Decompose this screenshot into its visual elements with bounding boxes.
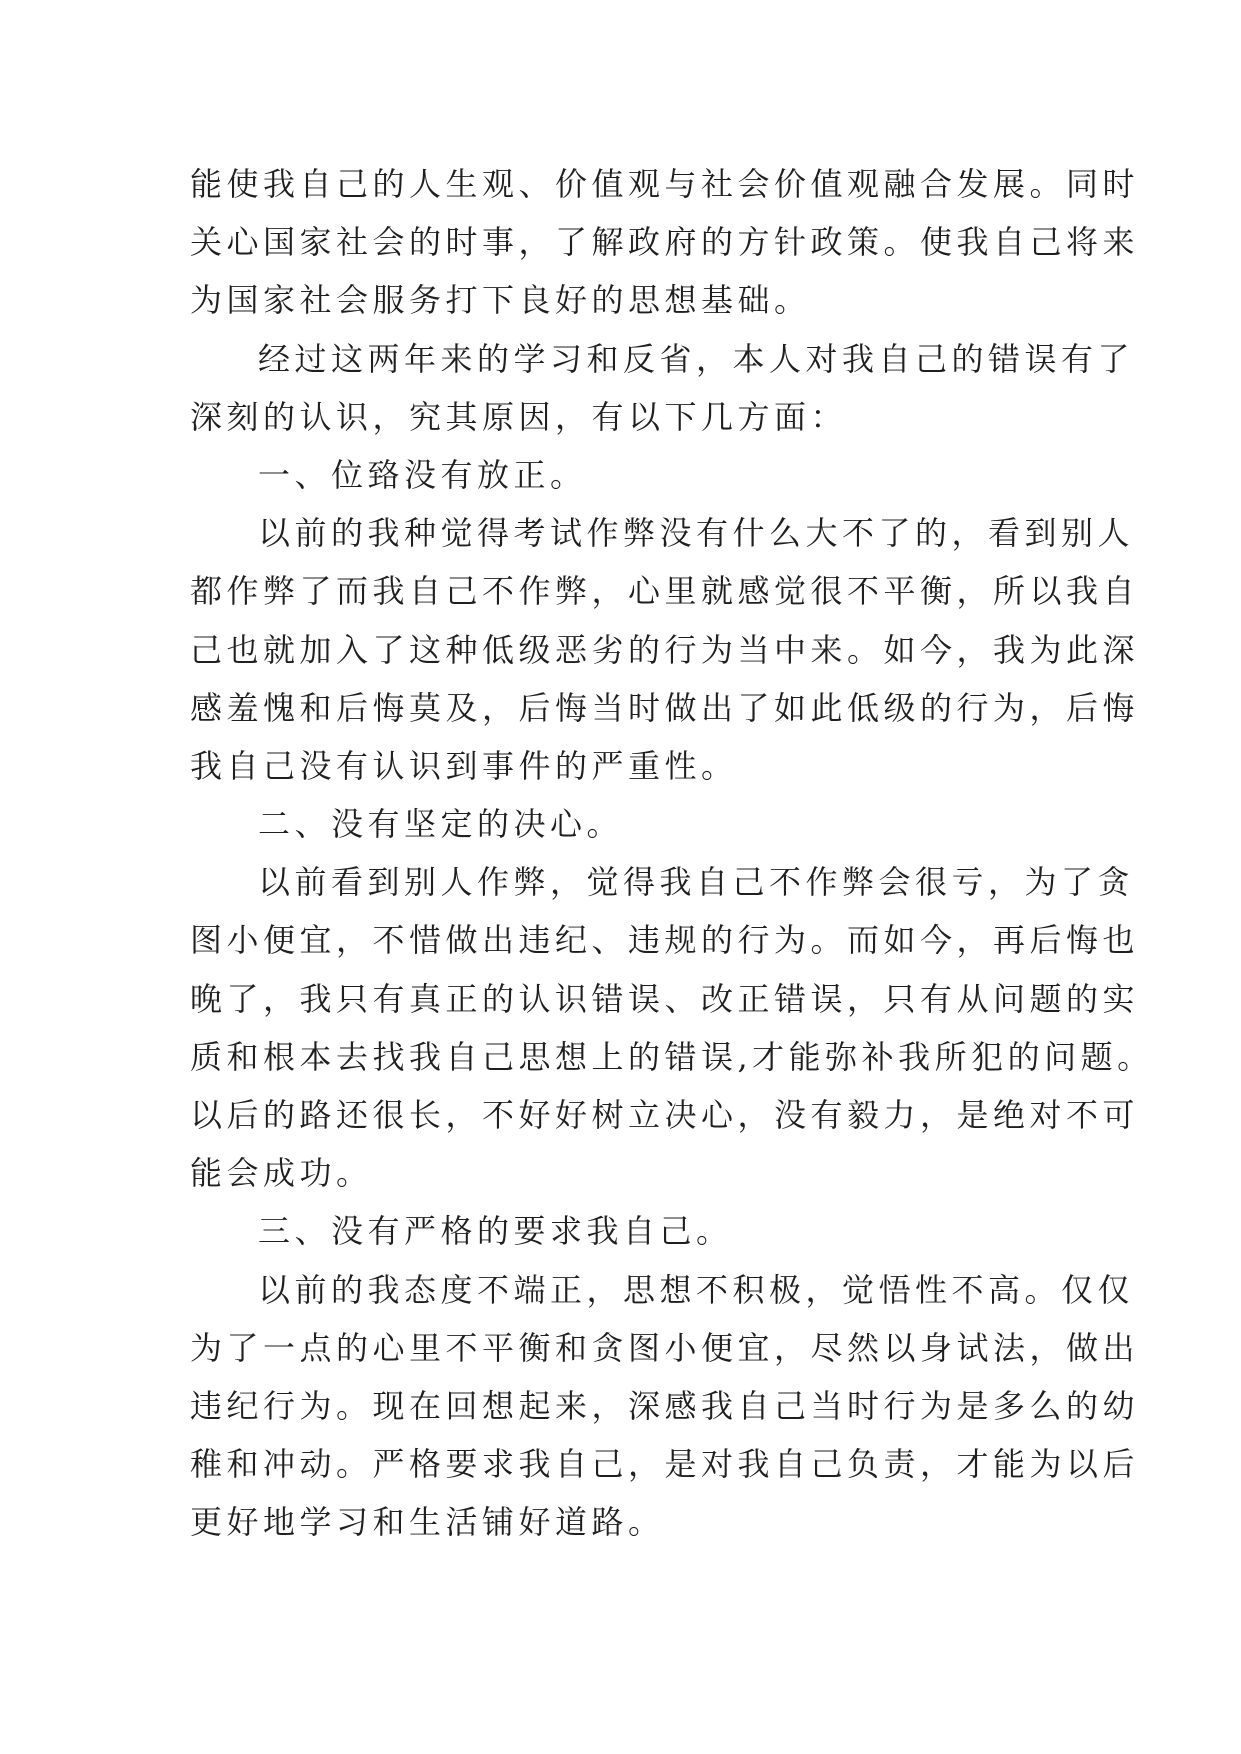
text-line: 经过这两年来的学习和反省，本人对我自己的错误有了 xyxy=(258,339,1135,378)
text-line: 稚和冲动。严格要求我自己，是对我自己负责，才能为以后 xyxy=(190,1445,1140,1484)
section-heading-3 xyxy=(190,1202,1052,1260)
section-heading-1 xyxy=(190,446,1052,504)
text-line: 为国家社会服务打下良好的思想基础。 xyxy=(190,281,811,320)
heading-text: 一、位臵没有放正。 xyxy=(258,455,587,494)
text-line: 更好地学习和生活铺好道路。 xyxy=(190,1503,665,1542)
text-line: 晚了，我只有真正的认识错误、改正错误，只有从问题的实 xyxy=(190,979,1140,1018)
paragraph-1 xyxy=(190,155,1140,330)
section-heading-2 xyxy=(190,795,1052,853)
paragraph-2 xyxy=(190,330,1135,446)
text-line: 以前的我种觉得考试作弊没有什么大不了的，看到别人 xyxy=(258,514,1135,553)
text-line: 图小便宜，不惜做出违纪、违规的行为。而如今，再后悔也 xyxy=(190,921,1140,960)
text-line: 能会成功。 xyxy=(190,1154,373,1193)
heading-text: 三、没有严格的要求我自己。 xyxy=(258,1212,733,1251)
text-line: 质和根本去找我自己思想上的错误,才能弥补我所犯的问题。 xyxy=(190,1037,1154,1076)
text-line: 以前的我态度不端正，思想不积极，觉悟性不高。仅仅 xyxy=(258,1270,1135,1309)
document-body xyxy=(190,155,1154,1552)
paragraph-5 xyxy=(190,1261,1140,1552)
text-line: 感羞愧和后悔莫及，后悔当时做出了如此低级的行为，后悔 xyxy=(190,688,1140,727)
text-line: 都作弊了而我自己不作弊，心里就感觉很不平衡，所以我自 xyxy=(190,572,1140,611)
paragraph-3 xyxy=(190,504,1140,795)
text-line: 我自己没有认识到事件的严重性。 xyxy=(190,746,738,785)
text-line: 关心国家社会的时事，了解政府的方针政策。使我自己将来 xyxy=(190,223,1140,262)
text-line: 为了一点的心里不平衡和贪图小便宜，尽然以身试法，做出 xyxy=(190,1328,1140,1367)
text-line: 以前看到别人作弊，觉得我自己不作弊会很亏，为了贪 xyxy=(258,863,1135,902)
text-line: 违纪行为。现在回想起来，深感我自己当时行为是多么的幼 xyxy=(190,1386,1140,1425)
text-line: 深刻的认识，究其原因，有以下几方面： xyxy=(190,397,848,436)
text-line: 己也就加入了这种低级恶劣的行为当中来。如今，我为此深 xyxy=(190,630,1140,669)
text-line: 以后的路还很长，不好好树立决心，没有毅力，是绝对不可 xyxy=(190,1096,1140,1134)
paragraph-4 xyxy=(190,853,1154,1202)
heading-text: 二、没有坚定的决心。 xyxy=(258,805,624,844)
text-line: 能使我自己的人生观、价值观与社会价值观融合发展。同时 xyxy=(190,165,1140,203)
